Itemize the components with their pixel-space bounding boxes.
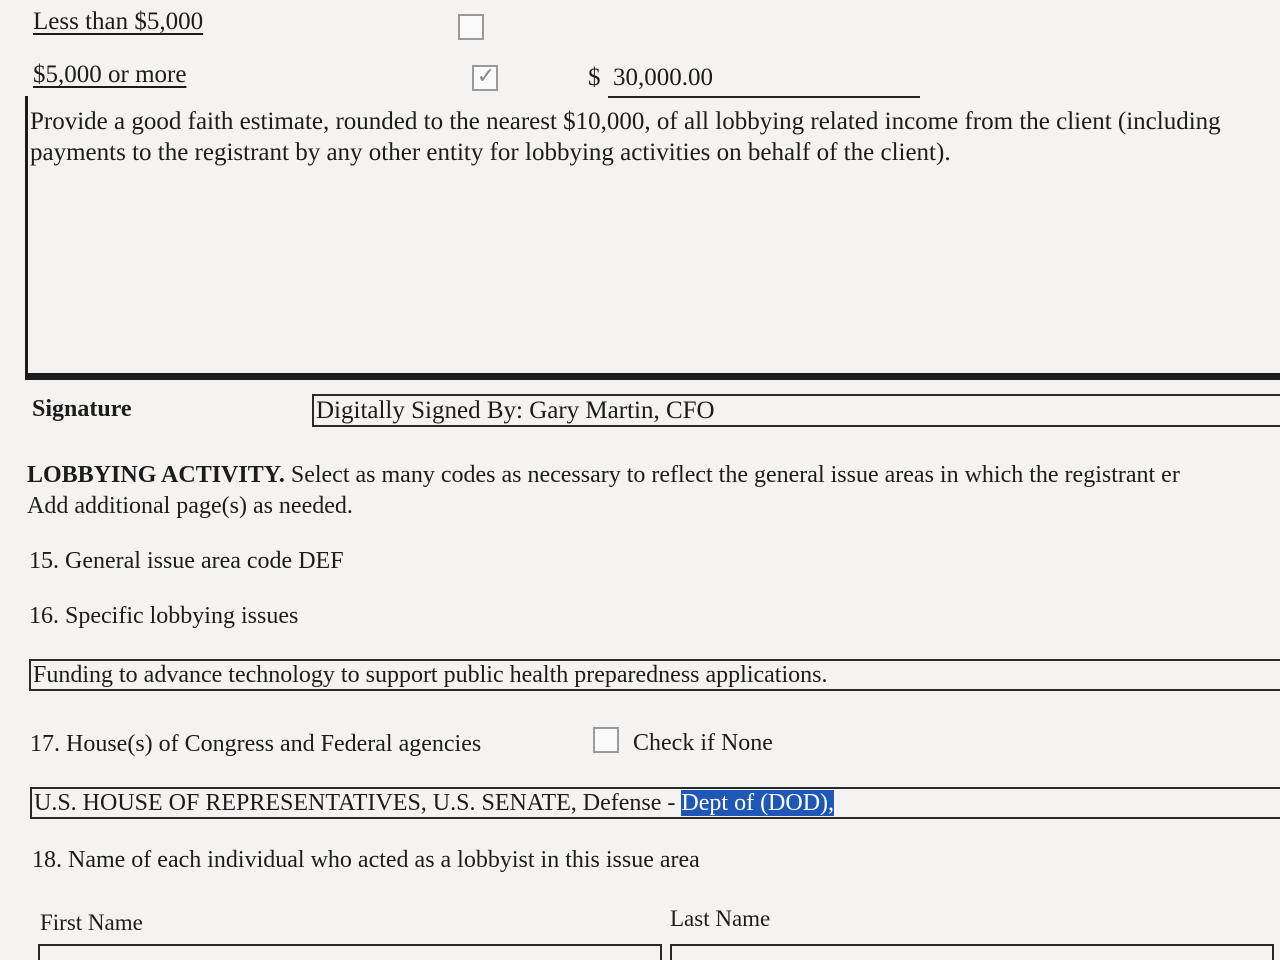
lobbying-activity-instructions [27,460,1280,522]
q15-general-issue-code: 15. General issue area code DEF [29,548,344,574]
less-than-5000-label: Less than $5,000 [33,8,204,35]
last-name-field[interactable] [670,944,1274,960]
q17-agencies-selected-text: Dept of (DOD), [681,790,835,816]
q17-check-if-none-label: Check if None [633,730,773,756]
5000-or-more-checkbox[interactable] [472,65,498,91]
q16-label: 16. Specific lobbying issues [29,603,299,629]
less-than-5000-checkbox[interactable] [458,14,484,40]
q17-agencies-text: U.S. HOUSE OF REPRESENTATIVES, U.S. SENATE, Defense - [34,790,682,816]
first-name-label: First Name [40,910,143,935]
checkmark-icon: ✓ [476,64,496,89]
q17-agencies-field[interactable] [30,787,1280,819]
last-name-label: Last Name [670,906,771,931]
5000-or-more-label: $5,000 or more [33,61,187,88]
first-name-field[interactable] [38,944,662,960]
income-estimate-instructions: Provide a good faith estimate, rounded to the nearest $10,000, of all lobbying related income from the client (including payments to the registrant by any other entity for lobbying activities on behalf of the client). [30,108,1221,166]
q16-specific-issues-field[interactable]: Funding to advance technology to support public health preparedness applications. [29,659,1280,691]
income-dollar-sign: $ [588,64,601,91]
q17-label: 17. House(s) of Congress and Federal agencies [30,731,482,757]
q18-label: 18. Name of each individual who acted as a lobbyist in this issue area [32,847,700,873]
q17-check-if-none-checkbox[interactable] [593,727,619,753]
signature-field[interactable]: Digitally Signed By: Gary Martin, CFO [312,394,1280,427]
lobbying-activity-heading: LOBBYING ACTIVITY. [27,462,285,488]
signature-label: Signature [32,396,132,422]
income-amount-field[interactable]: 30,000.00 [613,64,713,91]
lobbying-instructions-line-1: Select as many codes as necessary to reflect the general issue areas in which the registrant er [290,462,1180,488]
lobbying-instructions-line-2: Add additional page(s) as needed. [27,493,353,519]
